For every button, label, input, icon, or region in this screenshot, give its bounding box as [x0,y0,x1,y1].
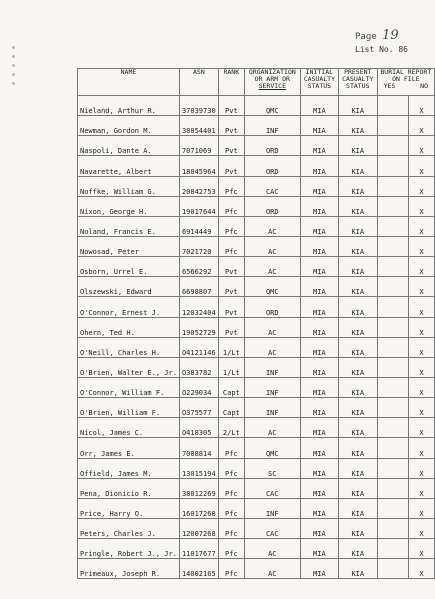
cell-rank: Pfc [218,236,244,256]
cell-asn: 18045964 [179,156,218,176]
cell-org: AC [244,257,300,277]
cell-initial: MIA [300,518,338,538]
cell-asn: 16017268 [179,498,218,518]
cell-initial: MIA [300,116,338,136]
cell-yes [377,317,408,337]
table-header-row [78,69,435,96]
cell-rank: 1/Lt [218,357,244,377]
cell-asn: 11017677 [179,539,218,559]
cell-asn: 7071069 [179,136,218,156]
casualty-roster-table [77,68,435,579]
cell-name: Nieland, Arthur R. [78,96,180,116]
cell-yes [377,418,408,438]
cell-initial: MIA [300,136,338,156]
cell-present: KIA [338,156,377,176]
cell-yes [377,438,408,458]
cell-no: X [409,317,435,337]
cell-name: O'Brien, Walter E., Jr. [78,357,180,377]
cell-org: ORD [244,156,300,176]
cell-yes [377,277,408,297]
cell-org: AC [244,216,300,236]
cell-no: X [409,357,435,377]
table-row [78,96,435,116]
cell-no: X [409,498,435,518]
cell-name: Noffke, William G. [78,176,180,196]
cell-present: KIA [338,277,377,297]
cell-initial: MIA [300,418,338,438]
table-row [78,236,435,256]
cell-rank: Pfc [218,559,244,579]
cell-asn: 7008814 [179,438,218,458]
cell-present: KIA [338,176,377,196]
cell-org: INF [244,116,300,136]
cell-no: X [409,539,435,559]
cell-rank: Capt [218,398,244,418]
cell-rank: Pvt [218,136,244,156]
cell-yes [377,398,408,418]
cell-org: CAC [244,478,300,498]
cell-no: X [409,176,435,196]
cell-name: O'Connor, Ernest J. [78,297,180,317]
cell-name: Nicol, James C. [78,418,180,438]
cell-rank: Pfc [218,176,244,196]
cell-yes [377,539,408,559]
cell-present: KIA [338,418,377,438]
cell-yes [377,498,408,518]
cell-present: KIA [338,116,377,136]
cell-rank: Pfc [218,216,244,236]
cell-asn: 7021720 [179,236,218,256]
header-name: NAME [78,69,180,96]
table-row [78,116,435,136]
cell-initial: MIA [300,377,338,397]
cell-no: X [409,297,435,317]
cell-rank: 2/Lt [218,418,244,438]
table-row [78,257,435,277]
cell-present: KIA [338,518,377,538]
table-row [78,559,435,579]
cell-org: AC [244,337,300,357]
cell-present: KIA [338,478,377,498]
cell-rank: Pvt [218,156,244,176]
cell-name: Nixon, George H. [78,196,180,216]
cell-no: X [409,196,435,216]
cell-present: KIA [338,196,377,216]
cell-present: KIA [338,377,377,397]
cell-no: X [409,458,435,478]
list-number: List No. 86 [355,45,408,54]
cell-initial: MIA [300,277,338,297]
cell-org: ORD [244,136,300,156]
cell-rank: Pvt [218,96,244,116]
cell-no: X [409,257,435,277]
cell-initial: MIA [300,176,338,196]
table-row [78,176,435,196]
page-number [355,28,399,43]
cell-org: QMC [244,96,300,116]
cell-asn: 14002165 [179,559,218,579]
cell-asn: 12032404 [179,297,218,317]
cell-yes [377,96,408,116]
table-row [78,398,435,418]
cell-asn: 20842753 [179,176,218,196]
cell-name: Price, Harry O. [78,498,180,518]
cell-present: KIA [338,96,377,116]
cell-org: AC [244,317,300,337]
cell-no: X [409,236,435,256]
cell-asn: 6566292 [179,257,218,277]
cell-asn: O375577 [179,398,218,418]
cell-yes [377,458,408,478]
cell-yes [377,257,408,277]
cell-asn: O418305 [179,418,218,438]
cell-org: INF [244,357,300,377]
binder-hole-marks [12,40,22,540]
cell-org: ORD [244,297,300,317]
cell-initial: MIA [300,317,338,337]
cell-asn: 19017644 [179,196,218,216]
cell-present: KIA [338,398,377,418]
cell-asn: 38012269 [179,478,218,498]
cell-initial: MIA [300,216,338,236]
cell-initial: MIA [300,539,338,559]
table-row [78,277,435,297]
page-number-label: Page [355,32,377,42]
cell-rank: Pvt [218,297,244,317]
cell-asn: O229034 [179,377,218,397]
cell-rank: Pvt [218,257,244,277]
header-no: NO [420,82,428,90]
cell-rank: Pfc [218,539,244,559]
cell-yes [377,156,408,176]
table-row [78,317,435,337]
cell-name: O'Connor, William F. [78,377,180,397]
cell-yes [377,236,408,256]
cell-initial: MIA [300,438,338,458]
cell-no: X [409,116,435,136]
cell-initial: MIA [300,498,338,518]
cell-no: X [409,478,435,498]
table-row [78,156,435,176]
table-row [78,518,435,538]
cell-initial: MIA [300,458,338,478]
cell-asn: 37039730 [179,96,218,116]
cell-present: KIA [338,236,377,256]
cell-yes [377,136,408,156]
header-yes: YES [383,82,396,90]
cell-name: Pena, Dionicio R. [78,478,180,498]
cell-org: ORD [244,196,300,216]
table-row [78,498,435,518]
table-row [78,337,435,357]
cell-org: CAC [244,176,300,196]
cell-initial: MIA [300,96,338,116]
cell-initial: MIA [300,398,338,418]
cell-org: INF [244,398,300,418]
cell-name: Ohern, Ted H. [78,317,180,337]
cell-asn: O383782 [179,357,218,377]
cell-name: Noland, Francis E. [78,216,180,236]
cell-asn: 19052729 [179,317,218,337]
header-initial-status: INITIAL CASUALTY STATUS [300,69,338,96]
cell-name: Orr, James E. [78,438,180,458]
cell-initial: MIA [300,297,338,317]
cell-yes [377,559,408,579]
cell-no: X [409,377,435,397]
cell-name: Offield, James M. [78,458,180,478]
cell-asn: O4121146 [179,337,218,357]
header-present-status: PRESENT CASUALTY STATUS [338,69,377,96]
cell-name: O'Neill, Charles H. [78,337,180,357]
cell-initial: MIA [300,478,338,498]
table-row [78,418,435,438]
cell-yes [377,337,408,357]
cell-yes [377,377,408,397]
cell-yes [377,216,408,236]
cell-name: O'Brien, William F. [78,398,180,418]
cell-org: AC [244,559,300,579]
cell-name: Olszewski, Edward [78,277,180,297]
header-rank: RANK [218,69,244,96]
cell-org: CAC [244,518,300,538]
cell-org: AC [244,418,300,438]
cell-rank: Pfc [218,478,244,498]
cell-rank: Pvt [218,116,244,136]
cell-present: KIA [338,216,377,236]
cell-rank: Pfc [218,458,244,478]
cell-no: X [409,96,435,116]
cell-no: X [409,156,435,176]
table-row [78,196,435,216]
cell-name: Newman, Gordon M. [78,116,180,136]
cell-rank: Pfc [218,438,244,458]
cell-present: KIA [338,559,377,579]
page-number-value: 19 [382,28,399,43]
table-row [78,297,435,317]
cell-name: Pringle, Robert J., Jr. [78,539,180,559]
cell-name: Navarette, Albert [78,156,180,176]
cell-yes [377,176,408,196]
cell-present: KIA [338,357,377,377]
cell-name: Osborn, Urrel E. [78,257,180,277]
cell-org: INF [244,498,300,518]
cell-yes [377,116,408,136]
cell-rank: Pvt [218,317,244,337]
table-row [78,136,435,156]
table-row [78,216,435,236]
cell-no: X [409,136,435,156]
cell-org: INF [244,377,300,397]
table-row [78,357,435,377]
cell-asn: 6698807 [179,277,218,297]
cell-initial: MIA [300,257,338,277]
cell-yes [377,297,408,317]
cell-rank: Pvt [218,277,244,297]
cell-name: Naspoli, Dante A. [78,136,180,156]
cell-present: KIA [338,498,377,518]
cell-name: Peters, Charles J. [78,518,180,538]
cell-org: SC [244,458,300,478]
cell-no: X [409,559,435,579]
cell-asn: 38054401 [179,116,218,136]
cell-initial: MIA [300,559,338,579]
cell-yes [377,196,408,216]
cell-yes [377,518,408,538]
cell-asn: 12007268 [179,518,218,538]
cell-no: X [409,438,435,458]
cell-org: QMC [244,277,300,297]
cell-name: Nowosad, Peter [78,236,180,256]
cell-rank: Pfc [218,518,244,538]
table-row [78,377,435,397]
table-row [78,478,435,498]
cell-yes [377,478,408,498]
cell-rank: Pfc [218,498,244,518]
table-row [78,539,435,559]
cell-present: KIA [338,458,377,478]
cell-present: KIA [338,337,377,357]
cell-asn: 13015194 [179,458,218,478]
cell-no: X [409,216,435,236]
table-row [78,458,435,478]
cell-org: AC [244,539,300,559]
cell-initial: MIA [300,156,338,176]
header-burial-report: BURIAL REPORT ON FILE YES NO [377,69,434,96]
cell-no: X [409,418,435,438]
cell-initial: MIA [300,236,338,256]
cell-present: KIA [338,539,377,559]
cell-initial: MIA [300,337,338,357]
cell-no: X [409,518,435,538]
cell-present: KIA [338,317,377,337]
cell-rank: 1/Lt [218,337,244,357]
header-asn: ASN [179,69,218,96]
cell-no: X [409,398,435,418]
cell-no: X [409,337,435,357]
cell-rank: Pfc [218,196,244,216]
header-organization: ORGANIZATION OR ARM OR SERVICE [244,69,300,96]
cell-no: X [409,277,435,297]
cell-present: KIA [338,297,377,317]
cell-rank: Capt [218,377,244,397]
cell-present: KIA [338,136,377,156]
cell-name: Primeaux, Joseph R. [78,559,180,579]
cell-initial: MIA [300,196,338,216]
table-row [78,438,435,458]
cell-yes [377,357,408,377]
cell-present: KIA [338,438,377,458]
cell-org: QMC [244,438,300,458]
cell-present: KIA [338,257,377,277]
cell-asn: 6914449 [179,216,218,236]
table-body [78,96,435,579]
cell-org: AC [244,236,300,256]
cell-initial: MIA [300,357,338,377]
